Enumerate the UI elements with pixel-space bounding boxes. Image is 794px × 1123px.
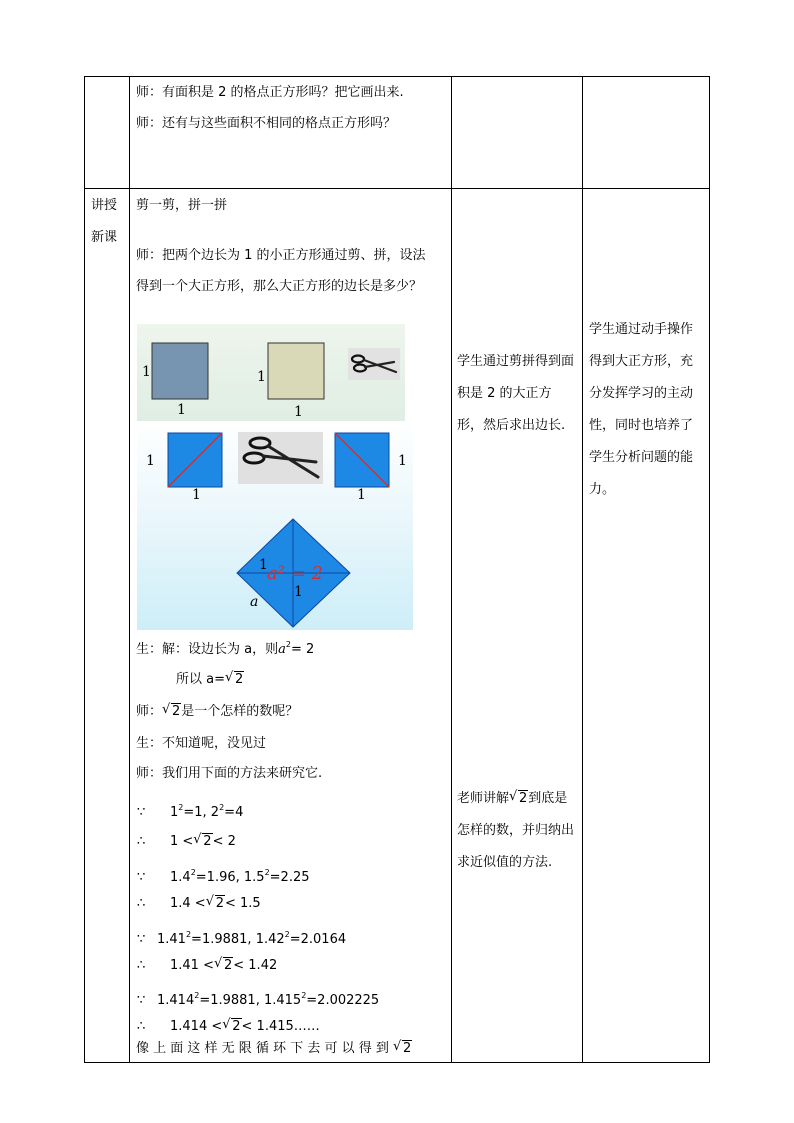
label-one: 1 (294, 584, 303, 600)
step-text: 1.414 < √ 2< 1.415…… (170, 1017, 320, 1034)
section-label-2: 新课 (91, 230, 118, 245)
step-symbol: ∵ (137, 932, 146, 947)
label-one: 1 (257, 369, 266, 385)
activity-heading: 剪一剪，拼一拼 (136, 198, 228, 213)
teacher-prompt-2: 得到一个大正方形，那么大正方形的边长是多少？ (136, 279, 423, 294)
scissors-icon (348, 348, 400, 380)
step-text: $1^2=1$, $2^2=4$ (170, 803, 244, 820)
step-symbol: ∵ (137, 805, 146, 820)
step-symbol: ∴ (137, 958, 146, 973)
step-symbol: ∴ (137, 1019, 146, 1034)
step-symbol: ∵ (137, 993, 146, 1008)
teacher-line-1: 师：有面积是 2 的格点正方形吗？把它画出来. (136, 85, 404, 100)
label-one: 1 (192, 487, 201, 503)
small-square-blue (152, 343, 208, 399)
label-one: 1 (294, 404, 303, 420)
teacher-method: 师：我们用下面的方法来研究它. (136, 766, 323, 781)
label-one: 1 (142, 364, 151, 380)
conclusion-line: 像 上 面 这 样 无 限 循 环 下 去 可 以 得 到 √ 2 (136, 1039, 412, 1056)
label-one: 1 (177, 402, 186, 418)
cut-and-paste-figure (137, 324, 413, 630)
step-symbol: ∴ (137, 896, 146, 911)
step-text: 1.41 < √ 2< 1.42 (170, 956, 278, 973)
step-text: 1.4 < √ 2< 1.5 (170, 894, 261, 911)
step-symbol: ∵ (137, 870, 146, 885)
step-text: $1.4^2=1.96$, $1.5^2=2.25$ (170, 868, 310, 885)
teacher-line-2: 师：还有与这些面积不相同的格点正方形吗？ (136, 116, 397, 131)
table-border-top (84, 76, 710, 77)
student-unknown: 生：不知道呢，没见过 (136, 736, 267, 751)
col-border-left (84, 76, 85, 1063)
col-divider-3 (582, 76, 583, 1063)
section-label-1: 讲授 (91, 198, 118, 213)
col-divider-1 (129, 76, 130, 1063)
design-intent-note: 学生通过动手操作得到大正方形，充分发挥学习的主动性，同时也培养了学生分析问题的能力。 (589, 322, 694, 497)
label-one: 1 (398, 453, 407, 469)
teacher-question: 师： √ 2是一个怎样的数呢？ (136, 702, 299, 719)
student-solution: 生：解：设边长为 a，则$a^2= 2$ (136, 640, 315, 657)
label-one: 1 (146, 453, 155, 469)
row-divider (84, 188, 710, 189)
scissors-icon (238, 432, 323, 484)
step-text: 1 < √ 2< 2 (170, 832, 236, 849)
col-border-right (709, 76, 710, 1063)
label-one: 1 (259, 557, 268, 573)
teacher-activity-note: 老师讲解 √ 2到底是怎样的数，并归纳出求近似值的方法. (457, 789, 575, 870)
so-line: 所以 a= √ 2 (176, 670, 244, 687)
area-equation: a² = 2 (267, 563, 323, 584)
step-text: $1.41^2=1.9881$, $1.42^2=2.0164$ (157, 930, 347, 947)
col-divider-2 (451, 76, 452, 1063)
table-border-bottom (84, 1062, 710, 1063)
teacher-prompt-1: 师：把两个边长为 1 的小正方形通过剪、拼，设法 (136, 248, 426, 263)
small-square-beige (268, 343, 324, 399)
step-text: $1.414^2=1.9881$, $1.415^2=2.002225$ (157, 991, 380, 1008)
label-a: a (250, 594, 259, 610)
student-activity-note: 学生通过剪拼得到面积是 2 的大正方形，然后求出边长. (457, 354, 575, 433)
label-one: 1 (357, 487, 366, 503)
step-symbol: ∴ (137, 834, 146, 849)
